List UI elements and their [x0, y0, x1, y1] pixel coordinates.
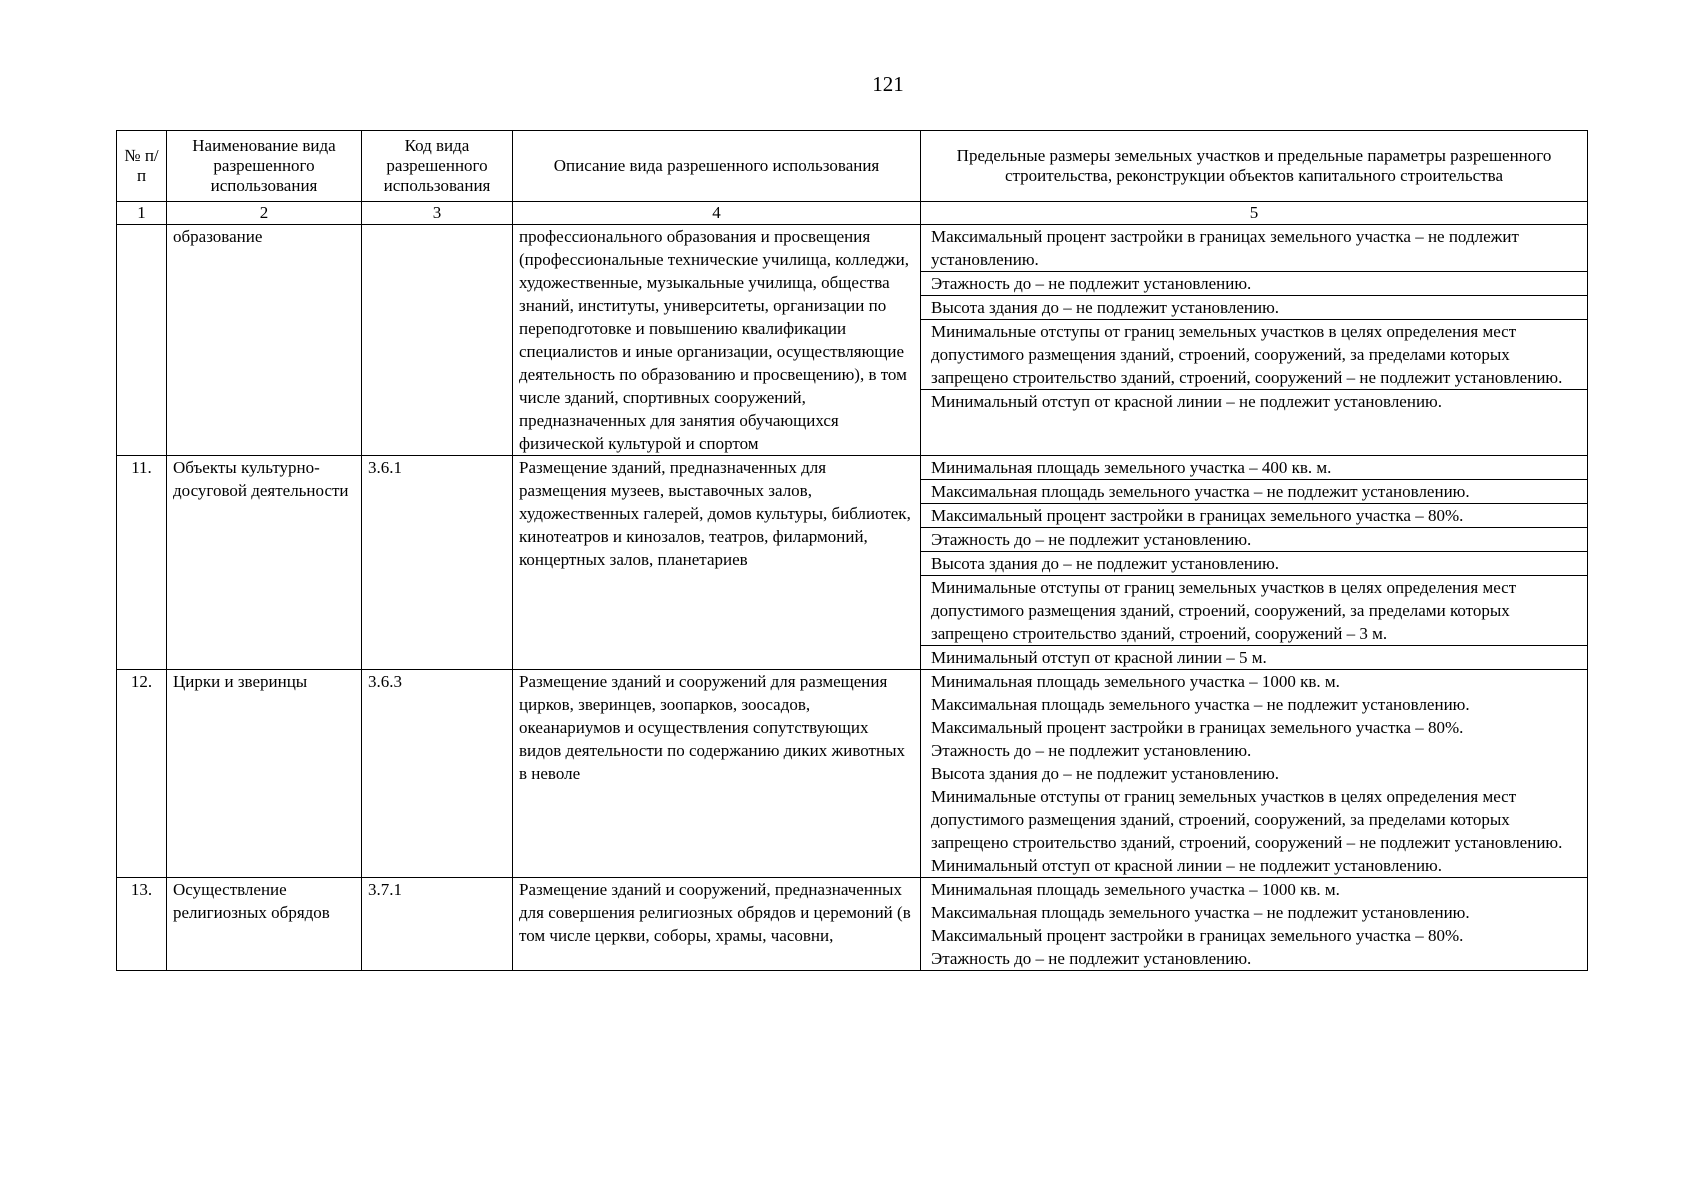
parameter-line: Минимальные отступы от границ земельных участков в целях определения мест допустимого размещения зданий, строений, сооружений, за пределами которых запрещено строительство зданий, строений, сооружений – 3 м.	[921, 575, 1587, 645]
parameter-line: Минимальная площадь земельного участка – 400 кв. м.	[931, 458, 1332, 477]
page-number: 121	[872, 72, 904, 96]
table-row	[117, 225, 1588, 456]
header-number: № п/п	[117, 131, 167, 202]
parameter-line: Минимальный отступ от красной линии – 5 м.	[921, 645, 1587, 669]
column-number: 2	[167, 202, 362, 225]
parameter-line: Этажность до – не подлежит установлению.	[921, 527, 1587, 551]
parameter-line: Максимальная площадь земельного участка – не подлежит установлению.	[921, 479, 1587, 503]
parameter-line: Высота здания до – не подлежит установлению.	[931, 764, 1280, 783]
parameter-line: Максимальный процент застройки в границах земельного участка – 80%.	[931, 718, 1464, 737]
parameters-cell	[921, 878, 1588, 971]
parameter-line: Максимальная площадь земельного участка – не подлежит установлению.	[931, 695, 1470, 714]
header-name: Наименование вида разрешенного использования	[167, 131, 362, 202]
use-name-cell: Цирки и зверинцы	[167, 670, 362, 878]
land-use-table	[116, 130, 1588, 971]
use-description-cell: Размещение зданий и сооружений, предназначенных для совершения религиозных обрядов и церемоний (в том числе церкви, соборы, храмы, часовни,	[513, 878, 921, 971]
parameter-line: Минимальные отступы от границ земельных участков в целях определения мест допустимого размещения зданий, строений, сооружений, за пределами которых запрещено строительство зданий, строений, сооружений – не подлежит установлению.	[931, 787, 1563, 852]
use-name-cell: Осуществление религиозных обрядов	[167, 878, 362, 971]
parameter-line: Максимальная площадь земельного участка – не подлежит установлению.	[931, 903, 1470, 922]
parameters-cell	[921, 670, 1588, 878]
row-number-cell	[117, 225, 167, 456]
header-parameters: Предельные размеры земельных участков и предельные параметры разрешенного строительства, реконструкции объектов капитального строительства	[921, 131, 1588, 202]
table-row	[117, 456, 1588, 670]
parameter-line: Максимальный процент застройки в границах земельного участка – 80%.	[921, 503, 1587, 527]
column-number: 3	[362, 202, 513, 225]
use-code-cell: 3.6.1	[362, 456, 513, 670]
column-number-row	[117, 202, 1588, 225]
parameter-line: Минимальный отступ от красной линии – не подлежит установлению.	[921, 389, 1587, 413]
parameter-line: Минимальный отступ от красной линии – не подлежит установлению.	[931, 856, 1442, 875]
use-name-cell: Объекты культурно-досуговой деятельности	[167, 456, 362, 670]
use-name-cell: образование	[167, 225, 362, 456]
column-number: 4	[513, 202, 921, 225]
parameter-line: Максимальный процент застройки в границах земельного участка – не подлежит установлению.	[931, 227, 1519, 269]
parameter-line: Минимальные отступы от границ земельных участков в целях определения мест допустимого размещения зданий, строений, сооружений, за пределами которых запрещено строительство зданий, строений, сооружений – не подлежит установлению.	[921, 319, 1587, 389]
parameter-line: Этажность до – не подлежит установлению.	[931, 741, 1252, 760]
header-code: Код вида разрешенного использования	[362, 131, 513, 202]
table-row	[117, 878, 1588, 971]
table-body	[117, 225, 1588, 971]
header-description: Описание вида разрешенного использования	[513, 131, 921, 202]
use-code-cell	[362, 225, 513, 456]
parameter-line: Минимальная площадь земельного участка – 1000 кв. м.	[931, 672, 1340, 691]
row-number-cell: 12.	[117, 670, 167, 878]
table-header-row	[117, 131, 1588, 202]
use-code-cell: 3.7.1	[362, 878, 513, 971]
parameter-line: Минимальная площадь земельного участка – 1000 кв. м.	[931, 880, 1340, 899]
row-number-cell: 11.	[117, 456, 167, 670]
parameter-line: Высота здания до – не подлежит установлению.	[921, 295, 1587, 319]
use-description-cell: Размещение зданий и сооружений для размещения цирков, зверинцев, зоопарков, зоосадов, океанариумов и осуществления сопутствующих видов деятельности по содержанию диких животных в неволе	[513, 670, 921, 878]
column-number: 5	[921, 202, 1588, 225]
parameter-line: Этажность до – не подлежит установлению.	[931, 949, 1252, 968]
column-number: 1	[117, 202, 167, 225]
parameter-line: Этажность до – не подлежит установлению.	[921, 271, 1587, 295]
table-row	[117, 670, 1588, 878]
parameter-line: Высота здания до – не подлежит установлению.	[921, 551, 1587, 575]
parameters-cell	[921, 225, 1588, 456]
use-description-cell: Размещение зданий, предназначенных для размещения музеев, выставочных залов, художественных галерей, домов культуры, библиотек, кинотеатров и кинозалов, театров, филармоний, концертных залов, планетариев	[513, 456, 921, 670]
parameter-line: Максимальный процент застройки в границах земельного участка – 80%.	[931, 926, 1464, 945]
parameters-cell	[921, 456, 1588, 670]
use-code-cell: 3.6.3	[362, 670, 513, 878]
row-number-cell: 13.	[117, 878, 167, 971]
use-description-cell: профессионального образования и просвещения (профессиональные технические училища, колледжи, художественные, музыкальные училища, общества знаний, институты, университеты, организации по переподготовке и повышению квалификации специалистов и иные организации, осуществляющие деятельность по образованию и просвещению), в том числе зданий, спортивных сооружений, предназначенных для занятия обучающихся физической культурой и спортом	[513, 225, 921, 456]
